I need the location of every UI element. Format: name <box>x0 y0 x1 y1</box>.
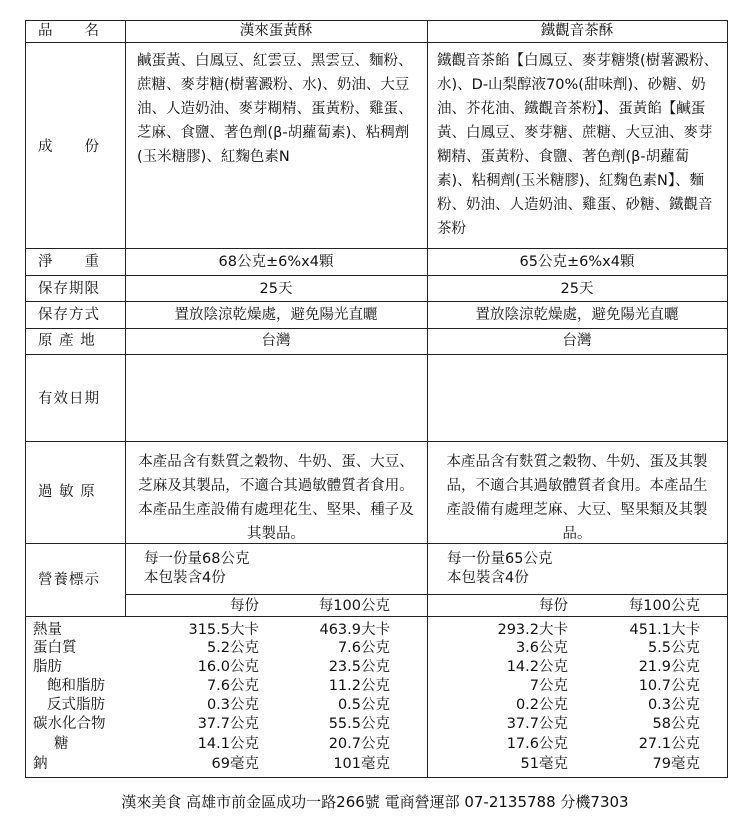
net-weight-a: 68公克±6%x4顆 <box>218 254 334 270</box>
nutrient-name: 蛋白質 <box>33 640 77 656</box>
nutrient-name: 飽和脂肪 <box>47 678 105 694</box>
col-per-100g-a: 每100公克 <box>318 598 390 614</box>
nutrient-a-100g: 23.5公克 <box>328 659 390 675</box>
nutrient-b-100g: 79毫克 <box>652 756 700 772</box>
label-divider <box>125 20 126 616</box>
nutrient-name: 碳水化合物 <box>33 716 106 732</box>
border-right <box>727 20 728 778</box>
nutrient-b-serving: 293.2大卡 <box>497 622 568 638</box>
servings-per-pack-b: 本包裝含4份 <box>447 570 529 586</box>
nutrient-a-serving: 16.0公克 <box>197 659 259 675</box>
nutrient-name: 脂肪 <box>33 659 62 675</box>
product-b-title: 鐵觀音茶酥 <box>540 23 614 39</box>
nutrient-name: 反式脂肪 <box>47 697 105 713</box>
nutrient-a-serving: 5.2公克 <box>206 640 259 656</box>
serving-size-a: 每一份量68公克 <box>144 551 250 567</box>
row-sep <box>25 275 728 276</box>
border-bottom <box>25 777 728 778</box>
nutrient-b-serving: 17.6公克 <box>506 736 568 752</box>
border-left <box>25 20 26 778</box>
storage-b: 置放陰涼乾燥處，避免陽光直曬 <box>475 307 679 323</box>
nutrient-a-100g: 11.2公克 <box>328 678 390 694</box>
label-expiry: 有效日期 <box>38 391 100 407</box>
label-origin: 原 產 地 <box>38 333 96 349</box>
nutrient-b-100g: 21.9公克 <box>638 659 700 675</box>
nutrient-name: 鈉 <box>33 756 48 772</box>
label-shelf-life: 保存期限 <box>38 281 100 297</box>
net-weight-b: 65公克±6%x4顆 <box>519 254 635 270</box>
nutrient-b-serving: 3.6公克 <box>515 640 568 656</box>
nutrient-a-100g: 55.5公克 <box>328 716 390 732</box>
nutrient-a-100g: 20.7公克 <box>328 736 390 752</box>
border-top <box>25 20 728 21</box>
label-net-weight: 淨 重 <box>38 254 100 270</box>
company-footer: 漢來美食 高雄市前金區成功一路266號 電商營運部 07-2135788 分機7303 <box>121 793 629 811</box>
row-sep <box>125 594 728 595</box>
nutrient-a-serving: 14.1公克 <box>197 736 259 752</box>
nutrient-b-100g: 10.7公克 <box>638 678 700 694</box>
row-sep <box>25 616 728 617</box>
label-product-name: 品 名 <box>38 23 100 39</box>
col-per-100g-b: 每100公克 <box>628 598 700 614</box>
nutrient-b-100g: 58公克 <box>652 716 700 732</box>
nutrient-b-100g: 0.3公克 <box>647 697 700 713</box>
origin-b: 台灣 <box>562 333 592 349</box>
label-storage: 保存方式 <box>38 307 100 323</box>
nutrient-name: 糖 <box>54 736 69 752</box>
nutrient-a-serving: 7.6公克 <box>206 678 259 694</box>
nutrient-a-100g: 7.6公克 <box>337 640 390 656</box>
serving-size-b: 每一份量65公克 <box>447 551 553 567</box>
storage-a: 置放陰涼乾燥處，避免陽光直曬 <box>174 307 378 323</box>
ingredients-b: 鐵觀音茶餡【白鳳豆、麥芽糖漿(樹薯澱粉、水)、D-山梨醇液70%(甜味劑)、砂糖、奶油、芥花油、鐵觀音茶粉】、蛋黃餡【鹹蛋黃、白鳳豆、麥芽糖、蔗糖、大豆油、麥芽糊精、蛋黃粉、食鹽、著色劑(β-胡蘿蔔素)、粘稠劑(玉米糖膠)、紅麴色素N】、麵粉、奶油、人造奶油、雞蛋、砂糖、鐵觀音茶粉 <box>437 53 719 237</box>
nutrient-b-serving: 0.2公克 <box>515 697 568 713</box>
shelf-life-b: 25天 <box>560 281 594 297</box>
ingredients-a: 鹹蛋黃、白鳳豆、紅雲豆、黑雲豆、麵粉、蔗糖、麥芽糖(樹薯澱粉、水)、奶油、大豆油、人造奶油、麥芽糊精、蛋黃粉、雞蛋、芝麻、食鹽、著色劑(β-胡蘿蔔素)、粘稠劑(玉米糖膠)、紅麴色素N <box>137 53 413 165</box>
row-sep <box>25 248 728 249</box>
row-sep <box>25 354 728 355</box>
nutrient-a-100g: 101毫克 <box>333 756 390 772</box>
nutrient-a-serving: 69毫克 <box>211 756 259 772</box>
row-sep <box>25 328 728 329</box>
product-a-title: 漢來蛋黃酥 <box>239 23 313 39</box>
nutrient-b-serving: 7公克 <box>529 678 568 694</box>
shelf-life-a: 25天 <box>259 281 293 297</box>
col-per-serving-a: 每份 <box>230 598 259 614</box>
servings-per-pack-a: 本包裝含4份 <box>144 570 226 586</box>
nutrient-a-serving: 315.5大卡 <box>188 622 259 638</box>
row-sep <box>25 441 728 442</box>
col-per-serving-b: 每份 <box>539 598 568 614</box>
label-nutrition: 營養標示 <box>38 572 100 588</box>
nutrient-a-100g: 0.5公克 <box>337 697 390 713</box>
row-sep <box>25 301 728 302</box>
allergens-a: 本產品含有麩質之穀物、牛奶、蛋、大豆、芝麻及其製品，不適合其過敏體質者食用。本產品生產設備有處理花生、堅果、種子及其製品。 <box>138 454 414 542</box>
nutrient-name: 熱量 <box>33 622 62 638</box>
nutrient-b-serving: 14.2公克 <box>506 659 568 675</box>
nutrient-b-100g: 5.5公克 <box>647 640 700 656</box>
nutrient-a-serving: 0.3公克 <box>206 697 259 713</box>
origin-a: 台灣 <box>261 333 291 349</box>
product-divider <box>427 20 428 778</box>
nutrient-b-serving: 37.7公克 <box>506 716 568 732</box>
allergens-b: 本產品含有麩質之穀物、牛奶、蛋及其製品，不適合其過敏體質者食用。本產品生產設備有處理芝麻、大豆、堅果類及其製品。 <box>446 454 708 542</box>
nutrient-a-serving: 37.7公克 <box>197 716 259 732</box>
nutrient-b-serving: 51毫克 <box>520 756 568 772</box>
label-ingredients: 成 份 <box>38 139 100 155</box>
nutrient-b-100g: 27.1公克 <box>638 736 700 752</box>
nutrient-b-100g: 451.1大卡 <box>629 622 700 638</box>
nutrient-a-100g: 463.9大卡 <box>319 622 390 638</box>
label-allergens: 過 敏 原 <box>38 484 96 500</box>
row-sep <box>25 42 728 43</box>
